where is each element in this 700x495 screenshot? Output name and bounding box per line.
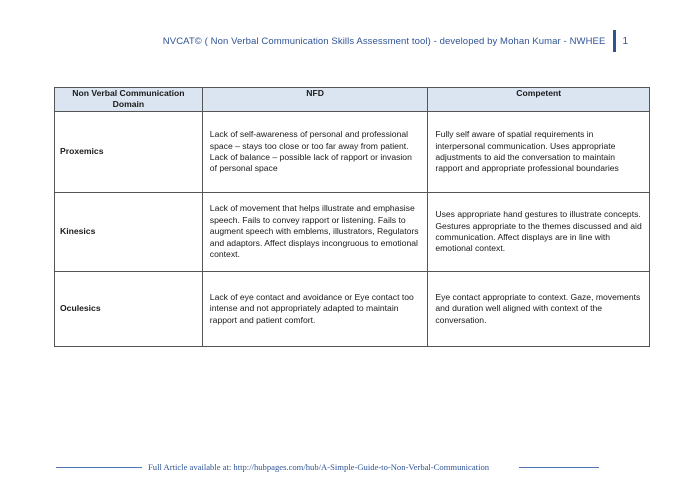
column-header-competent: Competent [428,88,650,112]
nfd-cell: Lack of movement that helps illustrate and emphasise speech. Fails to convey rapport or listening. Fails to augment speech with emblems, illustrators, Regulators and adaptors. Affect displays incongruous to emotional context. [202,193,428,272]
table-row-kinesics [55,193,650,272]
competent-cell: Uses appropriate hand gestures to illustrate concepts. Gestures appropriate to the themes discussed and aid communication. Affect displays are in line with emotional context. [428,193,650,272]
column-header-nfd: NFD [202,88,428,112]
page-footer [56,462,644,472]
nfd-cell: Lack of self-awareness of personal and professional space – stays too close or too far away from patient. Lack of balance – possible lack of rapport or invasion of personal space [202,112,428,193]
competent-cell: Eye contact appropriate to context. Gaze, movements and duration well aligned with context of the conversation. [428,272,650,347]
footer-rule-left [56,467,142,468]
table-header-row [55,88,650,112]
table-row-proxemics [55,112,650,193]
page-number: 1 [622,35,628,47]
document-title: NVCAT© ( Non Verbal Communication Skills Assessment tool) - developed by Mohan Kumar - NWHEE [162,35,606,47]
table-row-oculesics [55,272,650,347]
header-divider [613,30,616,52]
competent-cell: Fully self aware of spatial requirements in interpersonal communication. Uses appropriate adjustments to aid the conversation to maintain rapport and appropriate professional boundaries [428,112,650,193]
domain-cell: Oculesics [55,272,203,347]
domain-cell: Kinesics [55,193,203,272]
footer-rule-right [519,467,599,468]
page-header [163,30,628,52]
nfd-cell: Lack of eye contact and avoidance or Eye contact too intense and not appropriately adapted to maintain rapport and patient comfort. [202,272,428,347]
assessment-table [54,87,650,347]
domain-cell: Proxemics [55,112,203,193]
column-header-domain: Non Verbal Communication Domain [55,88,203,112]
footer-article-link[interactable]: Full Article available at: http://hubpages.com/hub/A-Simple-Guide-to-Non-Verbal-Communication [148,462,490,472]
